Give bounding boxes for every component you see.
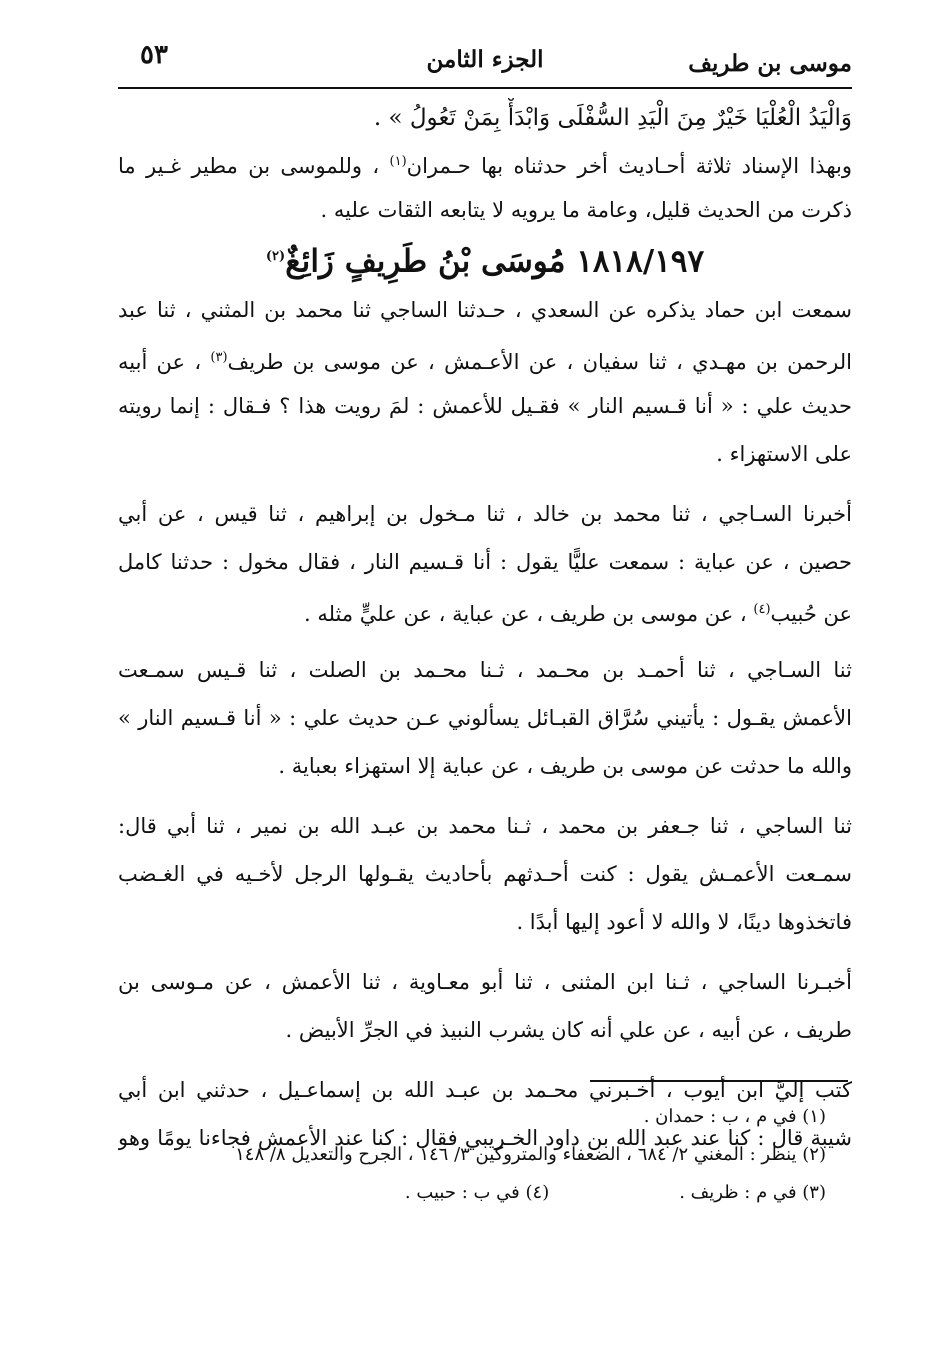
paragraph-1 <box>118 138 852 234</box>
header-rule <box>118 87 852 89</box>
hadith-quote-line: وَالْيَدُ الْعُلْيَا خَيْرٌ مِنَ الْيَدِ السُّفْلَى وَابْدَأْ بِمَنْ تَعُولُ » . <box>373 105 852 131</box>
paragraph-3 <box>118 490 852 634</box>
text-line: حديث علي : « أنا قـسيم النار » فقـيل للأعمش : لمَ رويت هذا ؟ فـقال : إنما رويته <box>118 394 852 418</box>
text-line: كتب إليَّ ابن أيوب ، أخـبرني محـمد بن عبـد الله بن إسماعـيل ، حدثني ابن أبي <box>118 1078 852 1102</box>
footnote-4: (٤) في ب : حبيب . <box>404 1182 550 1203</box>
main-text <box>118 98 852 1162</box>
text-line: وبهذا الإسناد ثلاثة أحـاديث أخر حدثناه بها حـمران$^{(١)}$ ، وللموسى بن مطير غـير ما <box>118 154 852 178</box>
text-line: سمعت ابن حماد يذكره عن السعدي ، حـدثنا الساجي ثنا محمد بن المثني ، ثنا عبد <box>118 298 852 322</box>
page-number: ٥٣ <box>140 40 168 70</box>
paragraph-2 <box>118 286 852 478</box>
running-title: موسى بن طريف <box>688 50 852 77</box>
footnote-ref: (١) <box>389 154 407 169</box>
text-line: الرحمن بن مهـدي ، ثنا سفيان ، عن الأعـمش ، عن موسى بن طريف$^{(٣)}$ ، عن أبيه <box>118 350 852 374</box>
text-line: أخبرنا السـاجي ، ثنا محمد بن خالد ، ثنا مـخول بن إبراهيم ، ثنا قيس ، عن أبي <box>118 502 852 526</box>
text-line: على الاستهزاء . <box>716 442 852 466</box>
footnote-ref: (٢) <box>265 249 286 264</box>
footnotes <box>118 1098 852 1212</box>
text-line: سمـعت الأعمـش يقول : كنت أحـدثهم بأحاديث يقـولها الرجل لأخـيه في الغـضب <box>118 862 852 886</box>
text-line: شيبة قال : كنا عند عبد الله بن داود الخـريبي فقال : كنا عند الأعمش فجاءنا يومًا وهو <box>118 1126 852 1150</box>
text-line: الأعمش يقـول : يأتيني سُرَّاق القبـائل يسألوني عـن حديث علي : « أنا قـسيم النار » <box>118 706 852 730</box>
text-line: عن حُبيب$^{(٤)}$ ، عن موسى بن طريف ، عن عباية ، عن عليٍّ مثله . <box>303 602 852 626</box>
text-line: ذكرت من الحديث قليل، وعامة ما يرويه لا يتابعه الثقات عليه . <box>320 198 852 222</box>
footnote-rule <box>590 1080 848 1082</box>
footnote-1: (١) في م ، ب : حمدان . <box>643 1106 826 1127</box>
text-line: والله ما حدثت عن موسى بن طريف ، عن عباية إلا استهزاء بعباية . <box>278 754 852 778</box>
footnote-row <box>118 1174 852 1212</box>
footnote-2: (٢) ينظر : المغني ٢/ ٦٨٤ ، الضعفاء والمتروكين ٣/ ١٤٦ ، الجرح والتعديل ٨/ ١٤٨ <box>235 1144 826 1165</box>
entry-title: ١٨١٨/١٩٧ مُوسَى بْنُ طَرِيفٍ زَائِغٌ$^{(٢)}$ <box>265 243 705 280</box>
paragraph-4 <box>118 646 852 790</box>
text-line: حصين ، عن عباية : سمعت عليًّا يقول : أنا قـسيم النار ، فقال مخول : حدثنا كامل <box>118 550 852 574</box>
paragraph-6 <box>118 958 852 1054</box>
text-line: ثنا الساجي ، ثنا جـعفر بن محمد ، ثـنا محمد بن عبـد الله بن نمير ، ثنا أبي قال: <box>118 814 852 838</box>
text-line: طريف ، عن أبيه ، عن علي أنه كان يشرب النبيذ في الجرِّ الأبيض . <box>285 1018 852 1042</box>
footnote-ref: (٤) <box>753 602 771 617</box>
volume-title: الجزء الثامن <box>426 46 544 73</box>
page-header <box>118 38 852 86</box>
footnote-ref: (٣) <box>210 350 228 365</box>
paragraph-5 <box>118 802 852 946</box>
footnote-3: (٣) في م : ظريف . <box>679 1182 826 1203</box>
text-line: فاتخذوها دينًا، لا والله لا أعود إليها أبدًا . <box>516 910 852 934</box>
text-line: ثنا السـاجي ، ثنا أحمـد بن محـمد ، ثـنا محـمد بن الصلت ، ثنا قـيس سمـعت <box>118 658 852 682</box>
text-line: أخبـرنا الساجي ، ثـنا ابن المثنى ، ثنا أبو معـاوية ، ثنا الأعمش ، عن مـوسى بن <box>118 970 852 994</box>
